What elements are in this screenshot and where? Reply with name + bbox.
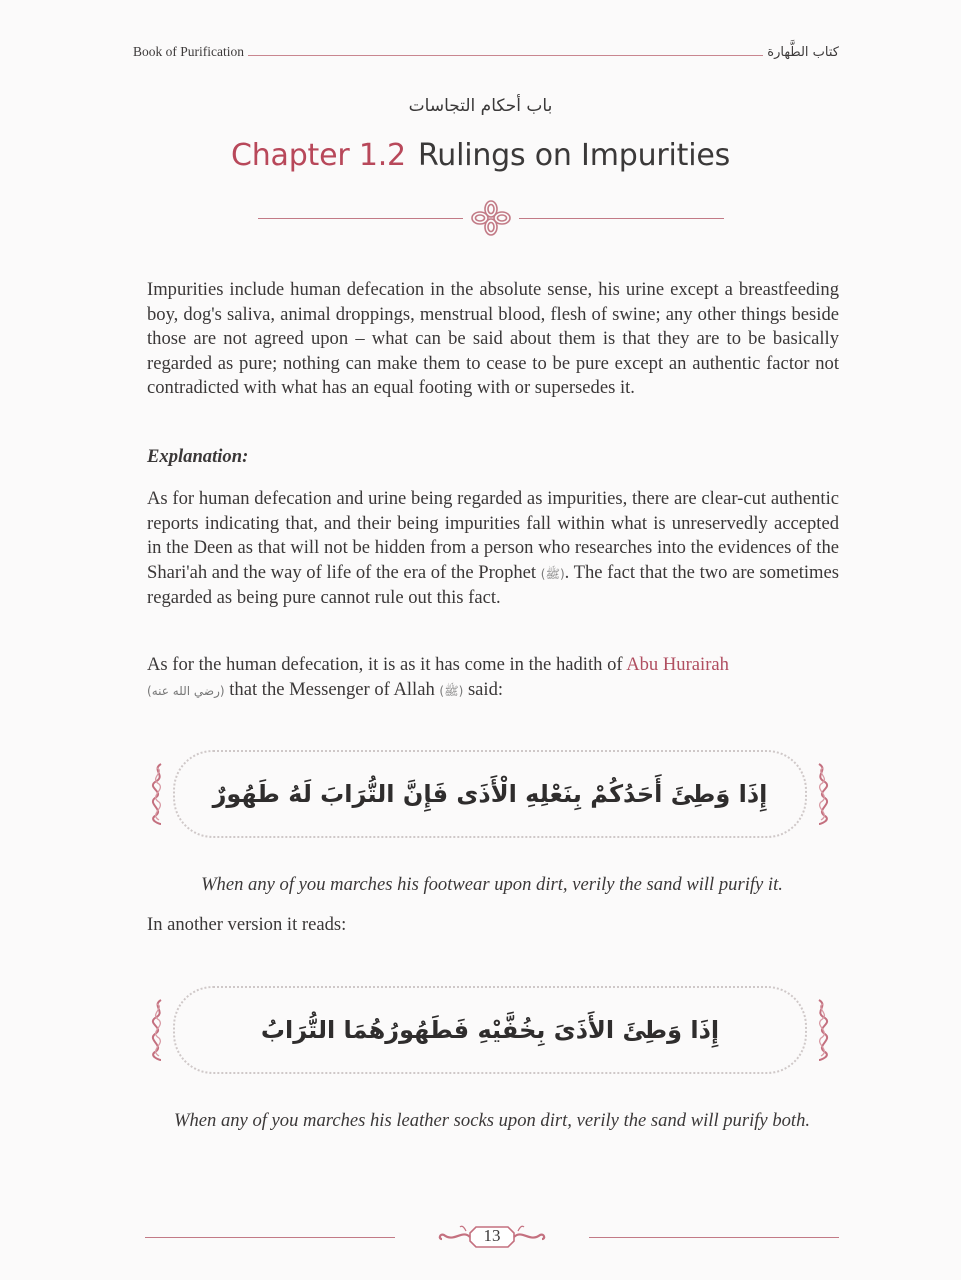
running-header-book-title: Book of Purification [133, 44, 244, 59]
divider-line-left [258, 218, 463, 219]
chapter-arabic-title: باب أحكام التجاسات [408, 96, 553, 116]
hadith-arabic-text: إِذَا وَطِئَ الأَذَىَ بِخُفَّيْهِ فَطَهُورُهُمَا التُّرَابُ [260, 1016, 720, 1044]
salawat-honorific-icon: (ﷺ) [540, 566, 565, 581]
hadith-box [145, 986, 835, 1074]
hadith-intro-part1: As for the human defecation, it is as it has come in the hadith of [147, 654, 627, 675]
chapter-heading [0, 138, 961, 173]
another-version-text: In another version it reads: [147, 914, 347, 935]
running-header [133, 42, 839, 62]
hadith-translation: When any of you marches his footwear upon dirt, verily the sand will purify it. [201, 874, 783, 895]
hadith-intro-part2: that the Messenger of Allah [224, 678, 440, 700]
chapter-number: Chapter 1.2 [230, 138, 406, 173]
explanation-text-part2: . The fact that the two are sometimes regarded as being pure cannot rule out this fact. [147, 561, 839, 609]
quatrefoil-ornament-icon [463, 198, 519, 238]
hadith-arabic-text: إِذَا وَطِئَ أَحَدُكُمْ بِنَعْلِهِ الْأَذَى فَإِنَّ التُّرَابَ لَهُ طَهُورٌ [212, 780, 768, 808]
chapter-title: Rulings on Impurities [417, 138, 731, 173]
hadith-translation: When any of you marches his leather socks upon dirt, verily the sand will purify both. [173, 1110, 811, 1131]
explanation-text-part1: As for human defecation and urine being regarded as impurities, there are clear-cut authentic reports indicating that, and their being impurities fall within what is unreservedly accepted in the Deen as that will not be hidden from a person who researches into the evidences of the Shari'ah and the way of life of the era of the Prophet [147, 488, 839, 583]
explanation-paragraph [147, 487, 839, 611]
page-number-cartouche [395, 1221, 589, 1253]
hadith-intro-part3: said: [463, 678, 504, 700]
explanation-heading: Explanation: [147, 446, 249, 467]
salawat-honorific-icon: (ﷺ) [439, 683, 464, 698]
hadith-intro-paragraph [147, 653, 839, 703]
flourish-ornament-icon [147, 762, 169, 826]
chapter-divider [258, 198, 724, 238]
footer-rule-left [145, 1237, 395, 1238]
flourish-ornament-icon [811, 998, 833, 1062]
page-footer [145, 1222, 839, 1252]
companion-honorific-icon: (رضي الله عنه) [147, 683, 225, 698]
page-number: 13 [483, 1226, 501, 1245]
flourish-ornament-icon [811, 762, 833, 826]
flourish-ornament-icon [147, 998, 169, 1062]
running-header-rule [248, 55, 763, 56]
intro-paragraph: Impurities include human defecation in the absolute sense, his urine except a breastfeeding boy, dog's saliva, animal droppings, menstrual blood, flesh of swine; any other things beside those are not agreed upon – what can be said about them is that they are to be basically regarded as pure; nothing can make them to cease to be pure except an authentic factor not contradicted with what has an equal footing with or supersedes it. [147, 279, 839, 399]
narrator-name: Abu Hurairah [626, 654, 729, 675]
hadith-box [145, 750, 835, 838]
divider-line-right [519, 218, 724, 219]
footer-rule-right [589, 1237, 839, 1238]
running-header-arabic-title: كتاب الطَّهارة [767, 44, 839, 60]
